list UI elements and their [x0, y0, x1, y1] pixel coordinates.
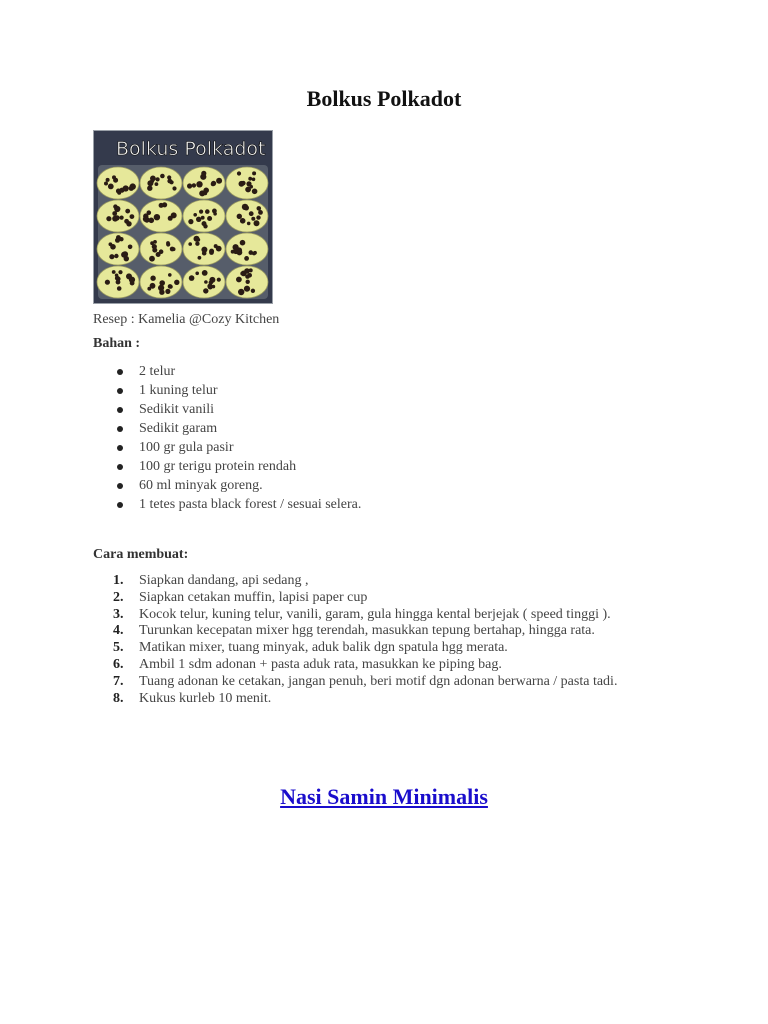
polkadot: [116, 280, 121, 285]
polkadot: [106, 216, 111, 221]
step-item: [93, 607, 617, 624]
polkadot: [203, 288, 208, 293]
step-number: 8.: [113, 690, 124, 706]
bullet-icon: [117, 464, 123, 470]
bullet-icon: [117, 445, 123, 451]
step-text: Turunkan kecepatan mixer hgg terendah, masukkan tepung bertahap, hingga rata.: [139, 623, 595, 639]
polkadot: [198, 256, 202, 260]
step-item: [93, 640, 617, 657]
polkadot: [202, 221, 207, 226]
ingredient-item: [93, 495, 361, 514]
polkadot: [189, 275, 195, 281]
ingredient-text: Sedikit garam: [139, 421, 218, 436]
polkadot: [116, 235, 121, 240]
polkadot: [104, 182, 108, 186]
step-text: Siapkan dandang, api sedang ,: [139, 573, 309, 588]
polkadot: [251, 217, 255, 221]
ingredient-item: [93, 476, 361, 495]
polkadot: [231, 250, 235, 254]
polkadot: [236, 277, 242, 283]
recipe-credit: Resep : Kamelia @Cozy Kitchen: [93, 312, 280, 327]
polkadot: [130, 214, 135, 219]
polkadot: [156, 252, 161, 257]
ingredient-text: 1 kuning telur: [139, 383, 218, 398]
polkadot: [237, 214, 242, 219]
polkadot: [252, 252, 256, 256]
polkadot: [193, 213, 197, 217]
steps-heading: Cara membuat:: [93, 547, 189, 562]
polkadot: [188, 219, 193, 224]
bullet-icon: [117, 369, 123, 375]
polkadot: [130, 183, 136, 189]
polkadot: [147, 180, 153, 186]
muffin: [140, 167, 182, 199]
bullet-icon: [117, 502, 123, 508]
polkadot: [160, 174, 165, 179]
polkadot: [256, 215, 260, 219]
step-number: 5.: [113, 640, 124, 656]
ingredient-item: [93, 438, 361, 457]
polkadot: [172, 247, 176, 251]
ingredient-item: [93, 419, 361, 438]
polkadot: [114, 254, 118, 258]
polkadot: [251, 289, 255, 293]
step-number: 4.: [113, 623, 124, 639]
step-item: [93, 623, 617, 640]
polkadot: [252, 178, 256, 182]
ingredient-item: [93, 400, 361, 419]
polkadot: [248, 177, 252, 181]
bullet-icon: [117, 483, 123, 489]
polkadot: [168, 216, 173, 221]
ingredient-text: 100 gr terigu protein rendah: [139, 459, 297, 474]
polkadot: [203, 188, 209, 194]
polkadot: [207, 216, 212, 221]
polkadot: [153, 240, 157, 244]
polkadot: [174, 280, 179, 285]
next-recipe-link[interactable]: Nasi Samin Minimalis: [280, 784, 488, 809]
polkadot: [152, 244, 157, 249]
polkadot: [113, 204, 117, 208]
polkadot: [201, 216, 205, 220]
polkadot: [169, 285, 173, 289]
polkadot: [117, 286, 122, 291]
polkadot: [168, 273, 172, 277]
polkadot: [238, 289, 244, 295]
polkadot: [208, 285, 213, 290]
polkadot: [249, 185, 253, 189]
polkadot: [154, 214, 160, 220]
polkadot: [192, 183, 196, 187]
polkadot: [200, 174, 206, 180]
polkadot: [246, 280, 250, 284]
polkadot: [205, 209, 210, 214]
polkadot: [156, 177, 160, 181]
polkadot: [240, 218, 246, 224]
polkadot: [105, 280, 110, 285]
polkadot: [144, 217, 150, 223]
recipe-photo: [93, 130, 273, 304]
ingredient-text: 1 tetes pasta black forest / sesuai selera.: [139, 497, 362, 512]
step-item: [93, 674, 617, 691]
ingredient-item: [93, 362, 361, 381]
step-number: 7.: [113, 673, 124, 689]
polkadot: [118, 270, 122, 274]
polkadot: [159, 290, 164, 295]
polkadot: [125, 209, 130, 214]
step-text: Tuang adonan ke cetakan, jangan penuh, beri motif dgn adonan berwarna / pasta tadi.: [139, 673, 618, 689]
polkadot: [147, 210, 152, 215]
step-text: Matikan mixer, tuang minyak, aduk balik dgn spatula hgg merata.: [139, 640, 508, 656]
step-number: 3.: [113, 606, 124, 622]
polkadot: [252, 171, 256, 175]
ingredient-item: [93, 457, 361, 476]
polkadot: [240, 240, 246, 246]
step-text: Ambil 1 sdm adonan + pasta aduk rata, masukkan ke piping bag.: [139, 656, 502, 672]
polkadot: [244, 286, 250, 292]
ingredient-text: Sedikit vanili: [139, 402, 215, 417]
polkadot: [188, 242, 192, 246]
step-number: 2.: [113, 589, 124, 605]
polkadot: [197, 238, 201, 242]
polkadot: [115, 274, 119, 278]
polkadot-muffins-image: [94, 131, 272, 303]
steps-list: [93, 573, 617, 707]
step-item: [93, 657, 617, 674]
ingredient-text: 2 telur: [139, 364, 176, 379]
polkadot: [196, 217, 201, 222]
polkadot: [217, 278, 221, 282]
polkadot: [252, 189, 258, 195]
polkadot: [147, 186, 152, 191]
polkadot: [258, 210, 263, 215]
ingredient-item: [93, 381, 361, 400]
polkadot: [126, 273, 132, 279]
polkadot: [249, 211, 254, 216]
polkadot: [202, 251, 207, 256]
polkadot: [115, 215, 120, 220]
step-number: 6.: [113, 656, 124, 672]
ingredient-text: 100 gr gula pasir: [139, 440, 234, 455]
polkadot: [155, 182, 159, 186]
polkadot: [237, 171, 241, 175]
recipe-title: Bolkus Polkadot: [306, 86, 462, 111]
step-item: [93, 573, 617, 590]
polkadot: [112, 270, 116, 274]
polkadot: [167, 179, 172, 184]
polkadot: [212, 209, 217, 214]
polkadot: [120, 216, 124, 220]
ingredients-list: [93, 362, 361, 514]
polkadot: [211, 181, 216, 186]
polkadot: [242, 204, 248, 210]
polkadot: [121, 252, 127, 258]
polkadot: [214, 244, 218, 248]
polkadot: [109, 254, 114, 259]
polkadot: [172, 186, 176, 190]
polkadot: [187, 183, 192, 188]
polkadot: [204, 280, 208, 284]
polkadot: [235, 247, 239, 251]
polkadot: [128, 245, 133, 250]
polkadot: [202, 270, 208, 276]
polkadot: [126, 221, 131, 226]
step-item: [93, 590, 617, 607]
polkadot: [172, 213, 176, 217]
step-number: 1.: [113, 573, 124, 588]
polkadot: [241, 181, 246, 186]
muffin: [140, 233, 182, 265]
step-text: Kocok telur, kuning telur, vanili, garam, gula hingga kental berjejak ( speed tinggi ).: [139, 606, 611, 622]
polkadot: [254, 220, 260, 226]
polkadot: [209, 249, 214, 254]
polkadot: [159, 203, 164, 208]
step-item: [93, 691, 617, 708]
polkadot: [216, 178, 222, 184]
bullet-icon: [117, 407, 123, 413]
polkadot: [240, 272, 244, 276]
polkadot: [150, 276, 155, 281]
bullet-icon: [117, 426, 123, 432]
polkadot: [244, 256, 249, 261]
polkadot: [147, 287, 151, 291]
polkadot: [209, 277, 215, 283]
polkadot: [195, 242, 199, 246]
polkadot: [112, 175, 116, 179]
polkadot: [247, 222, 251, 226]
polkadot: [249, 268, 253, 272]
step-text: Kukus kurleb 10 menit.: [139, 690, 272, 706]
polkadot: [109, 242, 113, 246]
polkadot: [165, 289, 170, 294]
polkadot: [199, 210, 203, 214]
polkadot: [108, 184, 114, 190]
step-text: Siapkan cetakan muffin, lapisi paper cup: [139, 589, 368, 605]
polkadot: [166, 242, 170, 246]
bullet-icon: [117, 388, 123, 394]
polkadot: [119, 188, 124, 193]
ingredient-text: 60 ml minyak goreng.: [139, 478, 263, 493]
polkadot: [196, 181, 202, 187]
photo-caption: Bolkus Polkadot: [116, 138, 266, 160]
polkadot: [149, 256, 155, 262]
polkadot: [159, 280, 165, 286]
polkadot: [106, 178, 110, 182]
ingredients-heading: Bahan :: [93, 336, 141, 351]
polkadot: [195, 272, 199, 276]
